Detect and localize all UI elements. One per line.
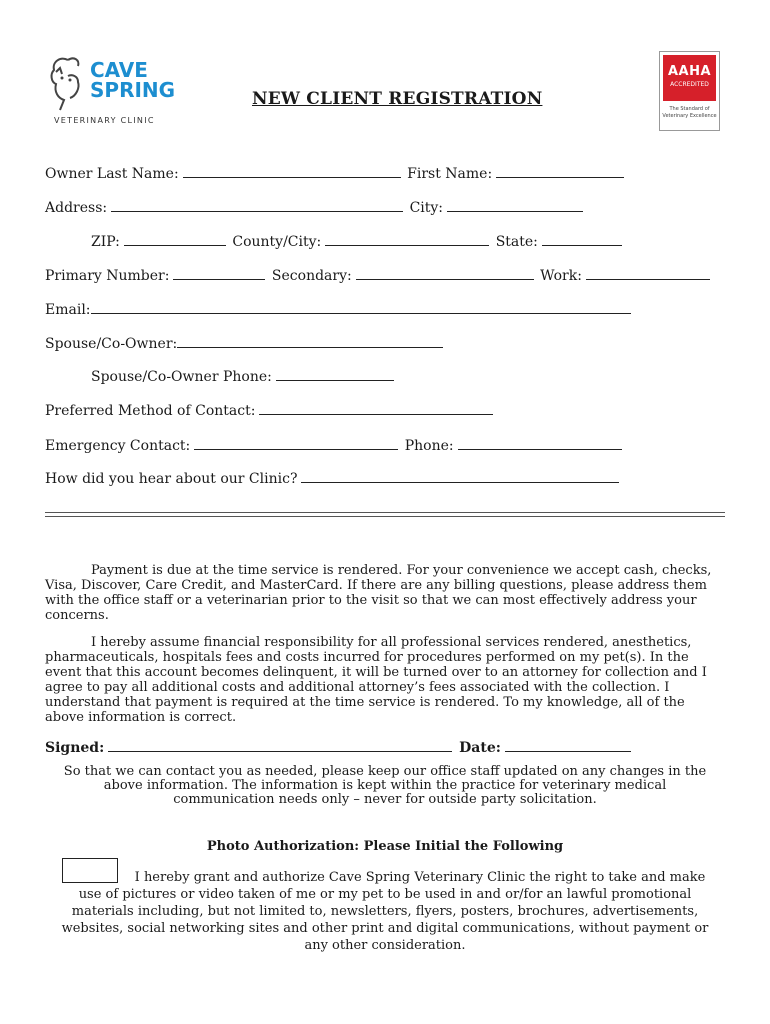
primary-number-label: Primary Number: — [45, 268, 170, 284]
signature-field[interactable] — [108, 737, 452, 752]
divider-bottom — [45, 516, 725, 517]
badge-status: ACCREDITED — [670, 81, 709, 88]
row-hear-about — [45, 468, 619, 488]
secondary-field[interactable] — [356, 265, 534, 280]
emergency-contact-label: Emergency Contact: — [45, 438, 191, 454]
badge-tagline: The Standard of Veterinary Excellence — [662, 106, 717, 119]
first-name-field[interactable] — [496, 163, 624, 178]
county-city-field[interactable] — [325, 231, 489, 246]
primary-number-field[interactable] — [173, 265, 265, 280]
pets-logo-icon — [48, 54, 88, 112]
phone-field[interactable] — [458, 435, 622, 450]
row-email — [45, 299, 631, 319]
page-title: NEW CLIENT REGISTRATION — [252, 89, 543, 109]
hear-about-label: How did you hear about our Clinic? — [45, 471, 298, 487]
zip-label: ZIP: — [91, 234, 120, 250]
badge-name: AAHA — [667, 64, 712, 79]
spouse-phone-field[interactable] — [276, 366, 394, 381]
date-field[interactable] — [505, 737, 631, 752]
hear-about-field[interactable] — [301, 468, 619, 483]
owner-last-name-label: Owner Last Name: — [45, 166, 179, 182]
logo-line2: SPRING — [90, 78, 176, 102]
responsibility-paragraph: I hereby assume financial responsibility for all professional services rendered, anesthetics, pharmaceuticals, hospitals fees and costs incurred for procedures performed on my pet(s). In the event that this account becomes delinquent, it will be turned over to an attorney for collection and I agree to pay all additional costs and additional attorney’s fees associated with the collection. I understand that payment is required at the time service is rendered. To my knowledge, all of the above information is correct. — [45, 635, 707, 725]
row-address — [45, 197, 583, 217]
zip-field[interactable] — [124, 231, 226, 246]
date-label: Date: — [459, 740, 501, 756]
photo-text: I hereby grant and authorize Cave Spring Veterinary Clinic the right to take and make use of pictures or video taken of me or my pet to be used in and or/for an lawful promotional materials including, but not limited to, newsletters, flyers, posters, brochures, advertisements, websites, social networking sites and other print and digital communications, without payment or any other consideration. — [61, 870, 709, 953]
emergency-contact-field[interactable] — [194, 435, 398, 450]
payment-paragraph: Payment is due at the time service is rendered. For your convenience we accept cash, checks, Visa, Discover, Care Credit, and MasterCard. If there are any billing questions, please address them with the office staff or a veterinarian prior to the visit so that we can most effectively address your concerns. — [45, 563, 712, 623]
preferred-contact-label: Preferred Method of Contact: — [45, 403, 256, 419]
divider-top — [45, 512, 725, 513]
row-emergency — [45, 435, 622, 455]
city-field[interactable] — [447, 197, 583, 212]
spouse-co-owner-field[interactable] — [177, 333, 443, 348]
state-label: State: — [495, 234, 538, 250]
city-label: City: — [409, 200, 444, 216]
row-zip — [91, 231, 622, 251]
preferred-contact-field[interactable] — [259, 400, 493, 415]
work-field[interactable] — [586, 265, 710, 280]
clinic-logo — [48, 52, 176, 132]
row-phone-numbers — [45, 265, 710, 285]
row-spouse-phone — [91, 366, 394, 386]
row-preferred-contact — [45, 400, 493, 420]
row-signature — [45, 737, 631, 757]
county-city-label: County/City: — [232, 234, 322, 250]
contact-note: So that we can contact you as needed, please keep our office staff updated on any changes in the above information. The information is kept within the practice for veterinary medical communication needs only – never for outside party solicitation. — [63, 764, 707, 807]
first-name-label: First Name: — [407, 166, 493, 182]
signed-label: Signed: — [45, 740, 105, 756]
state-field[interactable] — [542, 231, 622, 246]
logo-line1: CAVE — [90, 58, 148, 82]
owner-last-name-field[interactable] — [183, 163, 401, 178]
logo-subtitle: VETERINARY CLINIC — [54, 116, 155, 125]
secondary-label: Secondary: — [271, 268, 352, 284]
address-field[interactable] — [111, 197, 403, 212]
spouse-phone-label: Spouse/Co-Owner Phone: — [91, 369, 272, 385]
email-field[interactable] — [91, 299, 631, 314]
work-label: Work: — [540, 268, 582, 284]
spouse-co-owner-label: Spouse/Co-Owner: — [45, 336, 178, 352]
address-label: Address: — [45, 200, 108, 216]
aaha-badge — [659, 51, 720, 131]
photo-heading: Photo Authorization: Please Initial the Following — [206, 839, 564, 854]
email-label: Email: — [45, 302, 91, 318]
row-spouse — [45, 333, 443, 353]
phone-label: Phone: — [404, 438, 454, 454]
row-owner-name — [45, 163, 624, 183]
badge-emblem — [663, 55, 716, 101]
